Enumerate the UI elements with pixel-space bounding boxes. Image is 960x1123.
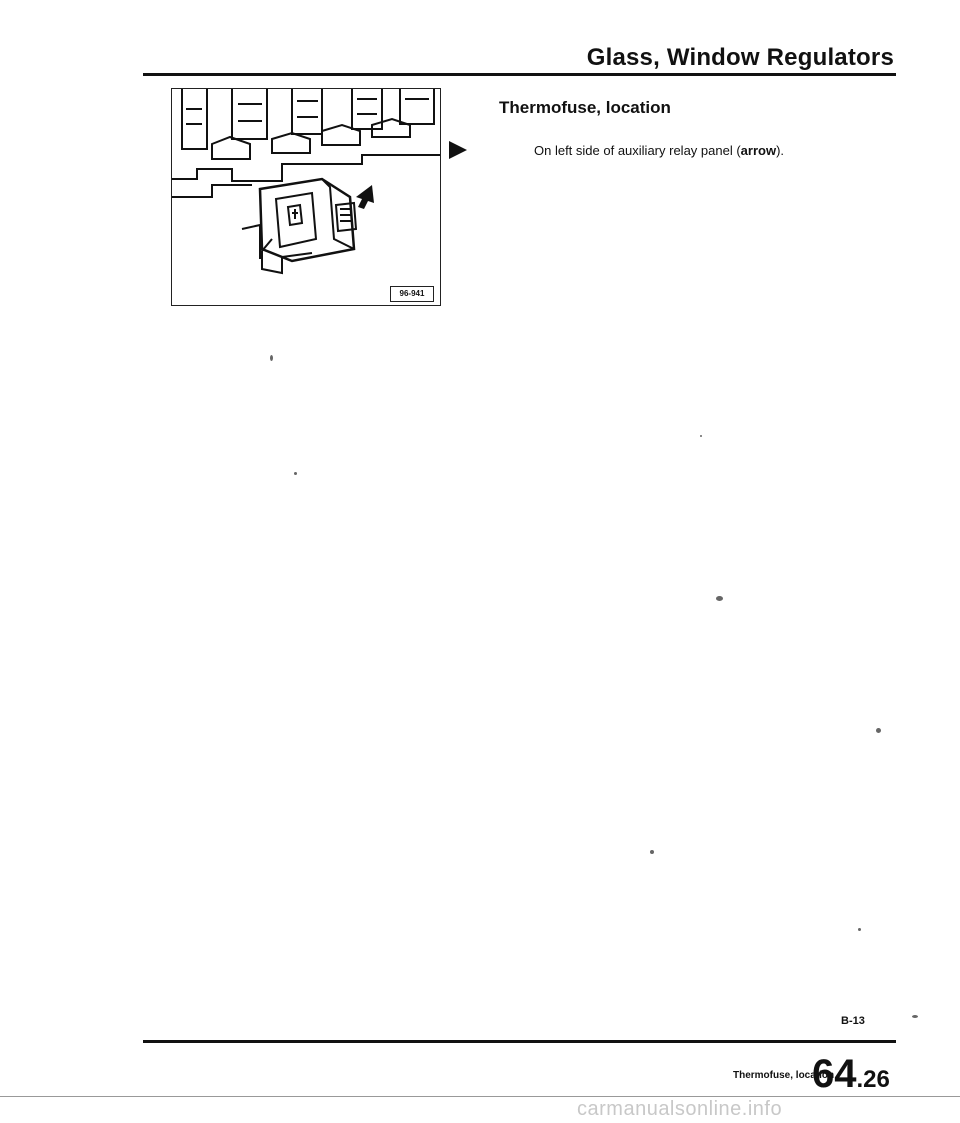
scan-speck [294,472,297,475]
pointer-arrow-icon [449,141,467,159]
relay-panel-figure [171,88,441,306]
scan-speck [876,728,881,733]
watermark-text: carmanualsonline.info [577,1098,783,1120]
page-header-title: Glass, Window Regulators [586,44,894,71]
footer-caption: Thermofuse, location [733,1070,835,1081]
location-arrow [356,185,374,209]
section-heading: Thermofuse, location [499,98,671,117]
page-code: B-13 [841,1015,865,1027]
footer-number-main: 64 [812,1052,857,1096]
scan-speck [716,596,723,601]
body-text-prefix: On left side of auxiliary relay panel ( [534,143,741,158]
footer-rule [0,1096,960,1097]
scan-speck [858,928,861,931]
scan-speck [270,355,273,361]
scan-speck [650,850,654,854]
body-text-suffix: ). [776,143,785,158]
section-body-text [534,143,784,158]
bottom-rule [143,1040,896,1043]
top-rule [143,73,896,76]
scan-speck [912,1015,918,1018]
figure-number-label: 96-941 [390,286,434,302]
relay-panel-drawing [172,89,440,305]
scan-speck [700,435,702,437]
body-text-arrow-emphasis: arrow [740,143,777,158]
footer-number-sub: .26 [856,1066,890,1093]
